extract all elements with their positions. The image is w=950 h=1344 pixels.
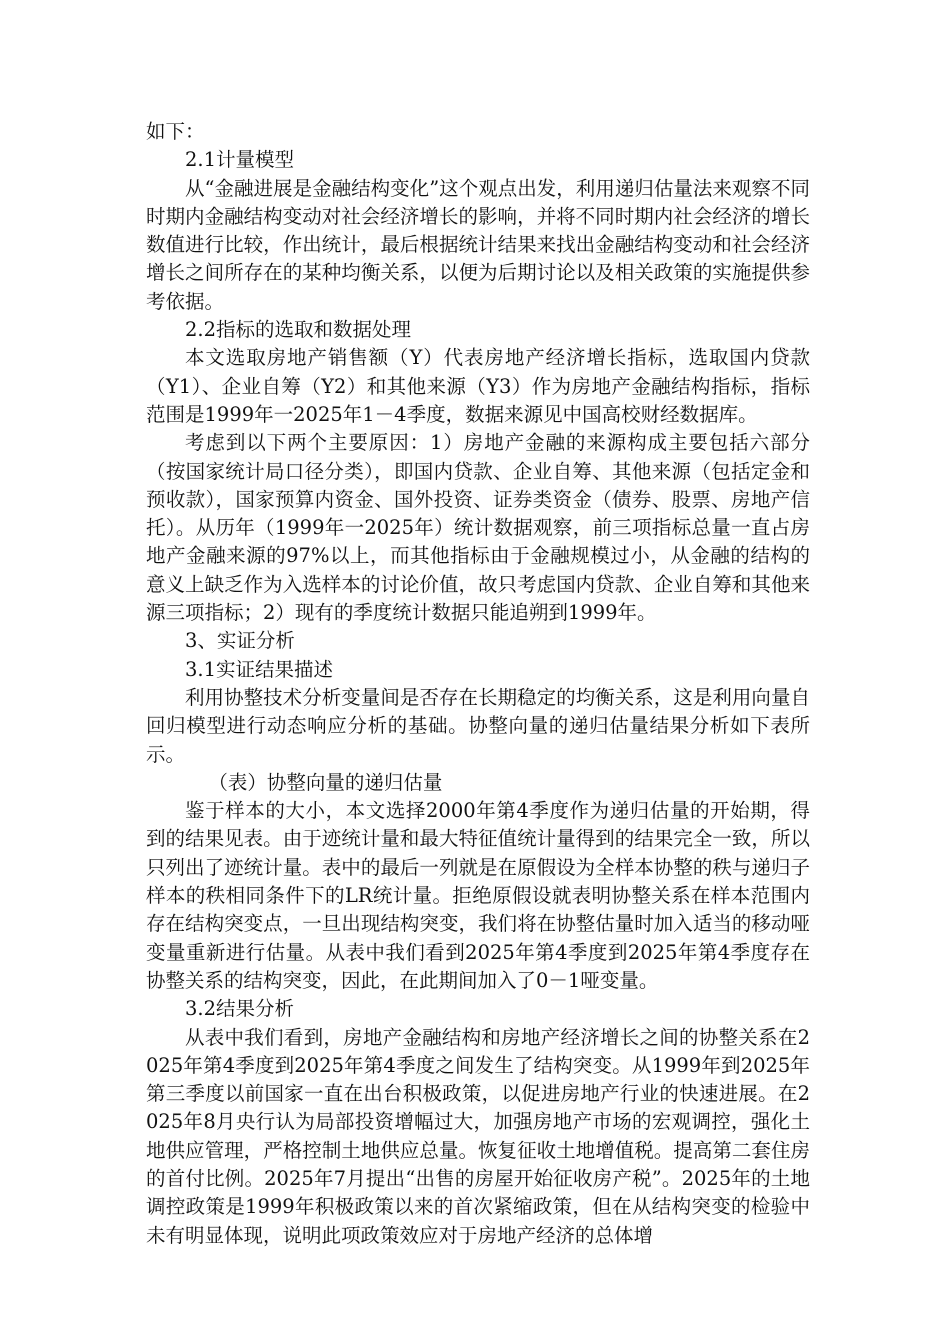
section-heading-3: 3、实证分析 <box>185 629 295 653</box>
section-heading-2-2: 2.2指标的选取和数据处理 <box>185 318 412 342</box>
table-caption: （表）协整向量的递归估量 <box>208 770 443 794</box>
section-heading-3-2: 3.2结果分析 <box>185 997 295 1021</box>
paragraph-reasons: 考虑到以下两个主要原因：1）房地产金融的来源构成主要包括六部分（按国家统计局口径分类），即国内贷款、企业自筹、其他来源（包括定金和预收款），国家预算内资金、国外投资、证券类资金（债券、股票、房地产信托）。从历年（1999年一2025年）统计数据观察，前三项指标总量一直占房地产金融来源的97%以上，而其他指标由于金融规模过小，从金融的结构的意义上缺乏作为入选样本的讨论价值，故只考虑国内贷款、企业自筹和其他来源三项指标；2）现有的季度统计数据只能追朔到1999年。 <box>146 431 810 625</box>
section-heading-3-1: 3.1实证结果描述 <box>185 657 334 681</box>
document-body <box>146 118 810 1250</box>
paragraph-model: 从“金融进展是金融结构变化”这个观点出发，利用递归估量法来观察不同时期内金融结构变动对社会经济增长的影响，并将不同时期内社会经济的增长数值进行比较，作出统计，最后根据统计结果来找出金融结构变动和社会经济增长之间所存在的某种均衡关系，以便为后期讨论以及相关政策的实施提供参考依据。 <box>146 176 810 313</box>
section-heading-2-1: 2.1计量模型 <box>185 148 295 172</box>
paragraph-analysis: 从表中我们看到，房地产金融结构和房地产经济增长之间的协整关系在2025年第4季度到2025年第4季度之间发生了结构突变。从1999年到2025年第三季度以前国家一直在出台积极政策，以促进房地产行业的快速进展。在2025年8月央行认为局部投资增幅过大，加强房地产市场的宏观调控，强化土地供应管理，严格控制土地供应总量。恢复征收土地增值税。提高第二套住房的首付比例。2025年7月提出“出售的房屋开始征收房产税”。2025年的土地调控政策是1999年积极政策以来的首次紧缩政策，但在从结构突变的检验中未有明显体现，说明此项政策效应对于房地产经济的总体增 <box>146 1025 810 1247</box>
paragraph-recursive-results: 鉴于样本的大小，本文选择2000年第4季度作为递归估量的开始期，得到的结果见表。由于迹统计量和最大特征值统计量得到的结果完全一致，所以只列出了迹统计量。表中的最后一列就是在原假设为全样本协整的秩与递归子样本的秩相同条件下的LR统计量。拒绝原假设就表明协整关系在样本范围内存在结构突变点，一旦出现结构突变，我们将在协整估量时加入适当的移动哑变量重新进行估量。从表中我们看到2025年第4季度到2025年第4季度存在协整关系的结构突变，因此，在此期间加入了0－1哑变量。 <box>146 799 810 992</box>
paragraph-indicators: 本文选取房地产销售额（Y）代表房地产经济增长指标，选取国内贷款（Y1）、企业自筹（Y2）和其他来源（Y3）作为房地产金融结构指标，指标范围是1999年一2025年1－4季度，数据来源见中国高校财经数据库。 <box>146 346 810 426</box>
paragraph-intro: 如下： <box>146 120 205 143</box>
paragraph-cointegration: 利用协整技术分析变量间是否存在长期稳定的均衡关系，这是利用向量自回归模型进行动态响应分析的基础。协整向量的递归估量结果分析如下表所示。 <box>146 685 810 766</box>
